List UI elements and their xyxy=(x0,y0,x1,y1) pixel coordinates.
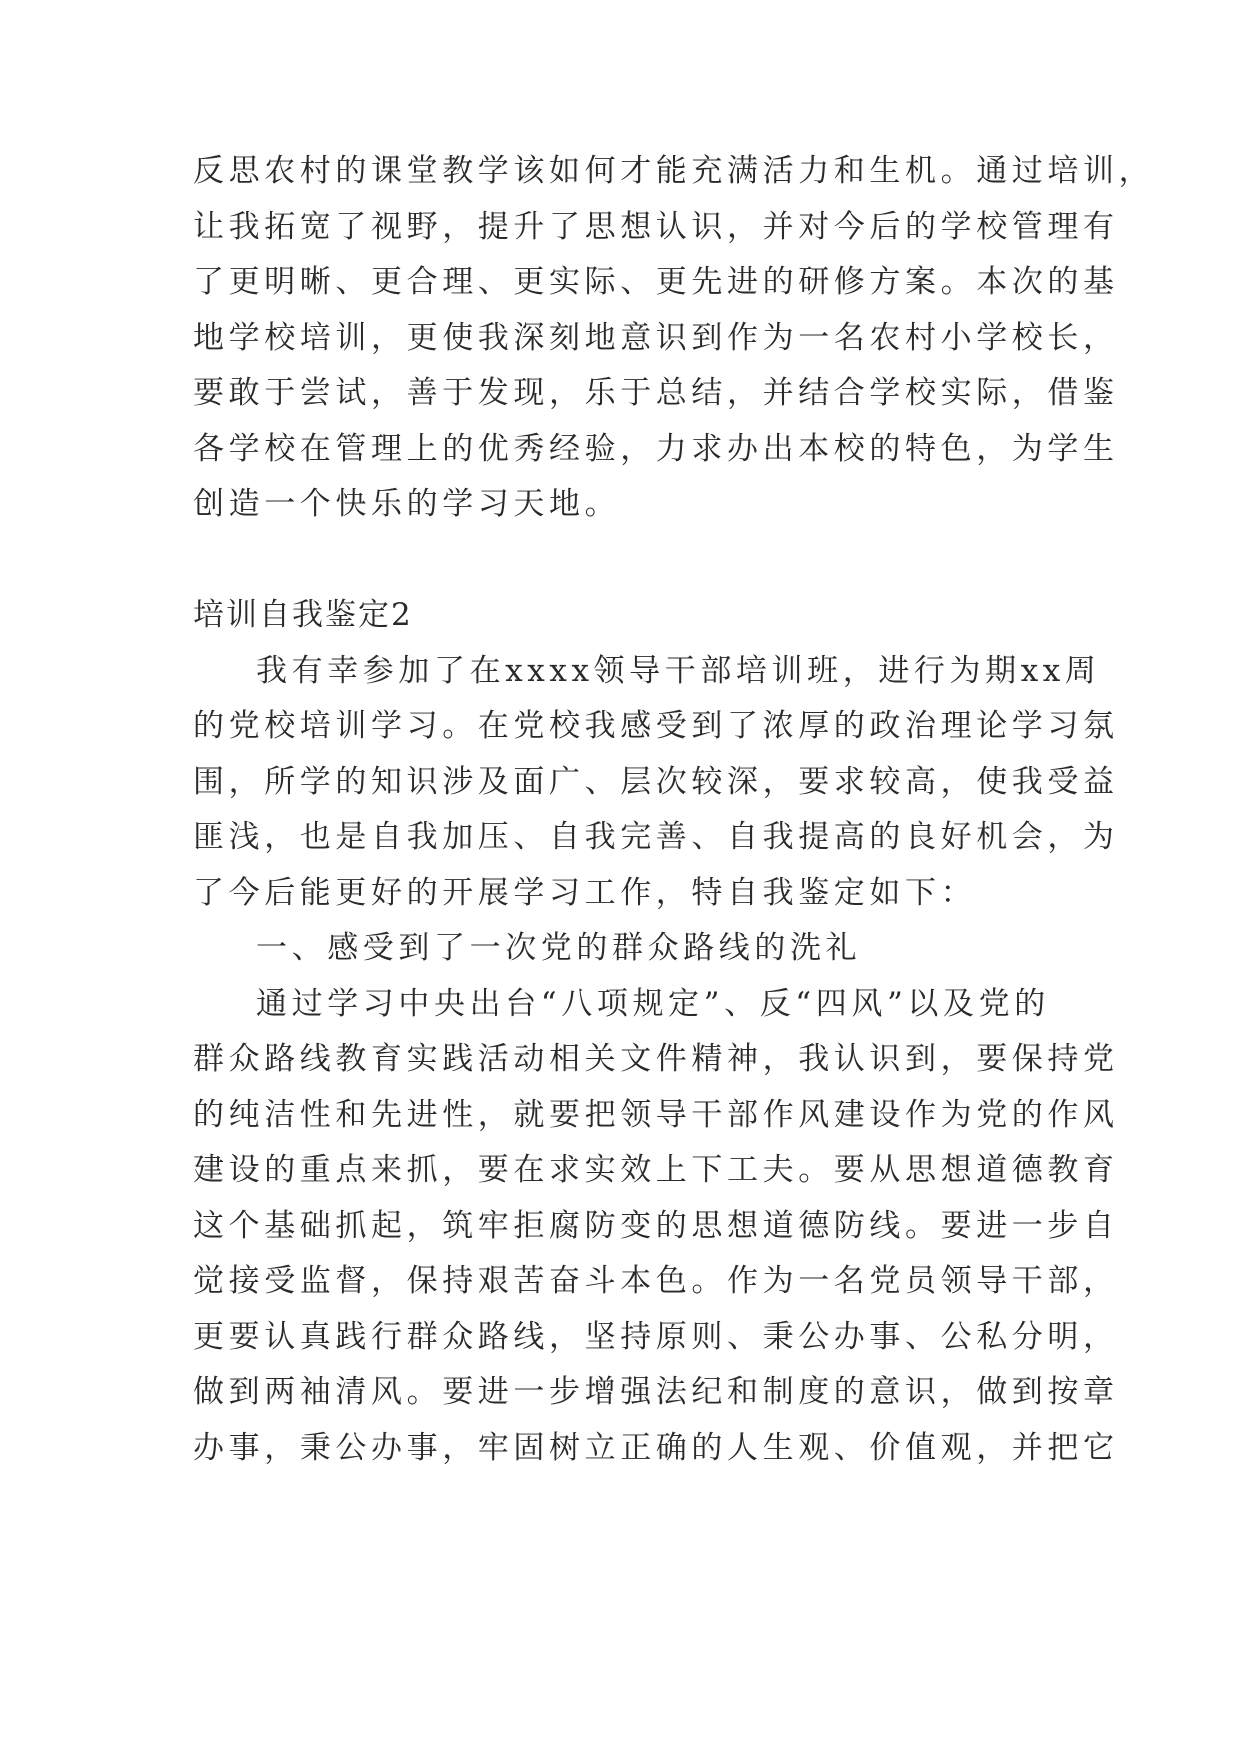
body-text-line: 通过学习中央出台“八项规定”、反“四风”以及党的 xyxy=(256,986,1050,1022)
body-text-line: 办事，秉公办事，牢固树立正确的人生观、价值观，并把它 xyxy=(193,1430,1119,1466)
body-text-line: 各学校在管理上的优秀经验，力求办出本校的特色，为学生 xyxy=(193,431,1119,467)
body-text-line: 这个基础抓起，筑牢拒腐防变的思想道德防线。要进一步自 xyxy=(193,1208,1119,1244)
body-text-line: 地学校培训，更使我深刻地意识到作为一名农村小学校长， xyxy=(193,320,1119,356)
body-text-line: 围，所学的知识涉及面广、层次较深，要求较高，使我受益 xyxy=(193,764,1119,800)
body-text-line: 我有幸参加了在xxxx领导干部培训班，进行为期xx周 xyxy=(256,653,1101,689)
body-text-line: 让我拓宽了视野，提升了思想认识，并对今后的学校管理有 xyxy=(193,209,1119,245)
body-text-line: 的纯洁性和先进性，就要把领导干部作风建设作为党的作风 xyxy=(193,1097,1119,1133)
body-text-line: 了更明晰、更合理、更实际、更先进的研修方案。本次的基 xyxy=(193,264,1119,300)
body-text-line: 的党校培训学习。在党校我感受到了浓厚的政治理论学习氛 xyxy=(193,708,1119,744)
body-text-line: 更要认真践行群众路线，坚持原则、秉公办事、公私分明， xyxy=(193,1319,1119,1355)
body-text-line: 建设的重点来抓，要在求实效上下工夫。要从思想道德教育 xyxy=(193,1152,1119,1188)
body-text-line: 匪浅，也是自我加压、自我完善、自我提高的良好机会，为 xyxy=(193,819,1119,855)
body-text-line: 做到两袖清风。要进一步增强法纪和制度的意识，做到按章 xyxy=(193,1374,1119,1410)
body-text-line: 了今后能更好的开展学习工作，特自我鉴定如下： xyxy=(193,875,977,911)
body-text-line: 创造一个快乐的学习天地。 xyxy=(193,486,621,522)
body-text-line: 觉接受监督，保持艰苦奋斗本色。作为一名党员领导干部， xyxy=(193,1263,1119,1299)
body-text-line: 反思农村的课堂教学该如何才能充满活力和生机。通过培训， xyxy=(193,153,1155,189)
subheading: 一、感受到了一次党的群众路线的洗礼 xyxy=(256,930,862,966)
body-text-line: 群众路线教育实践活动相关文件精神，我认识到，要保持党 xyxy=(193,1041,1119,1077)
body-text-line: 要敢于尝试，善于发现，乐于总结，并结合学校实际，借鉴 xyxy=(193,375,1119,411)
section-heading: 培训自我鉴定2 xyxy=(193,597,413,633)
